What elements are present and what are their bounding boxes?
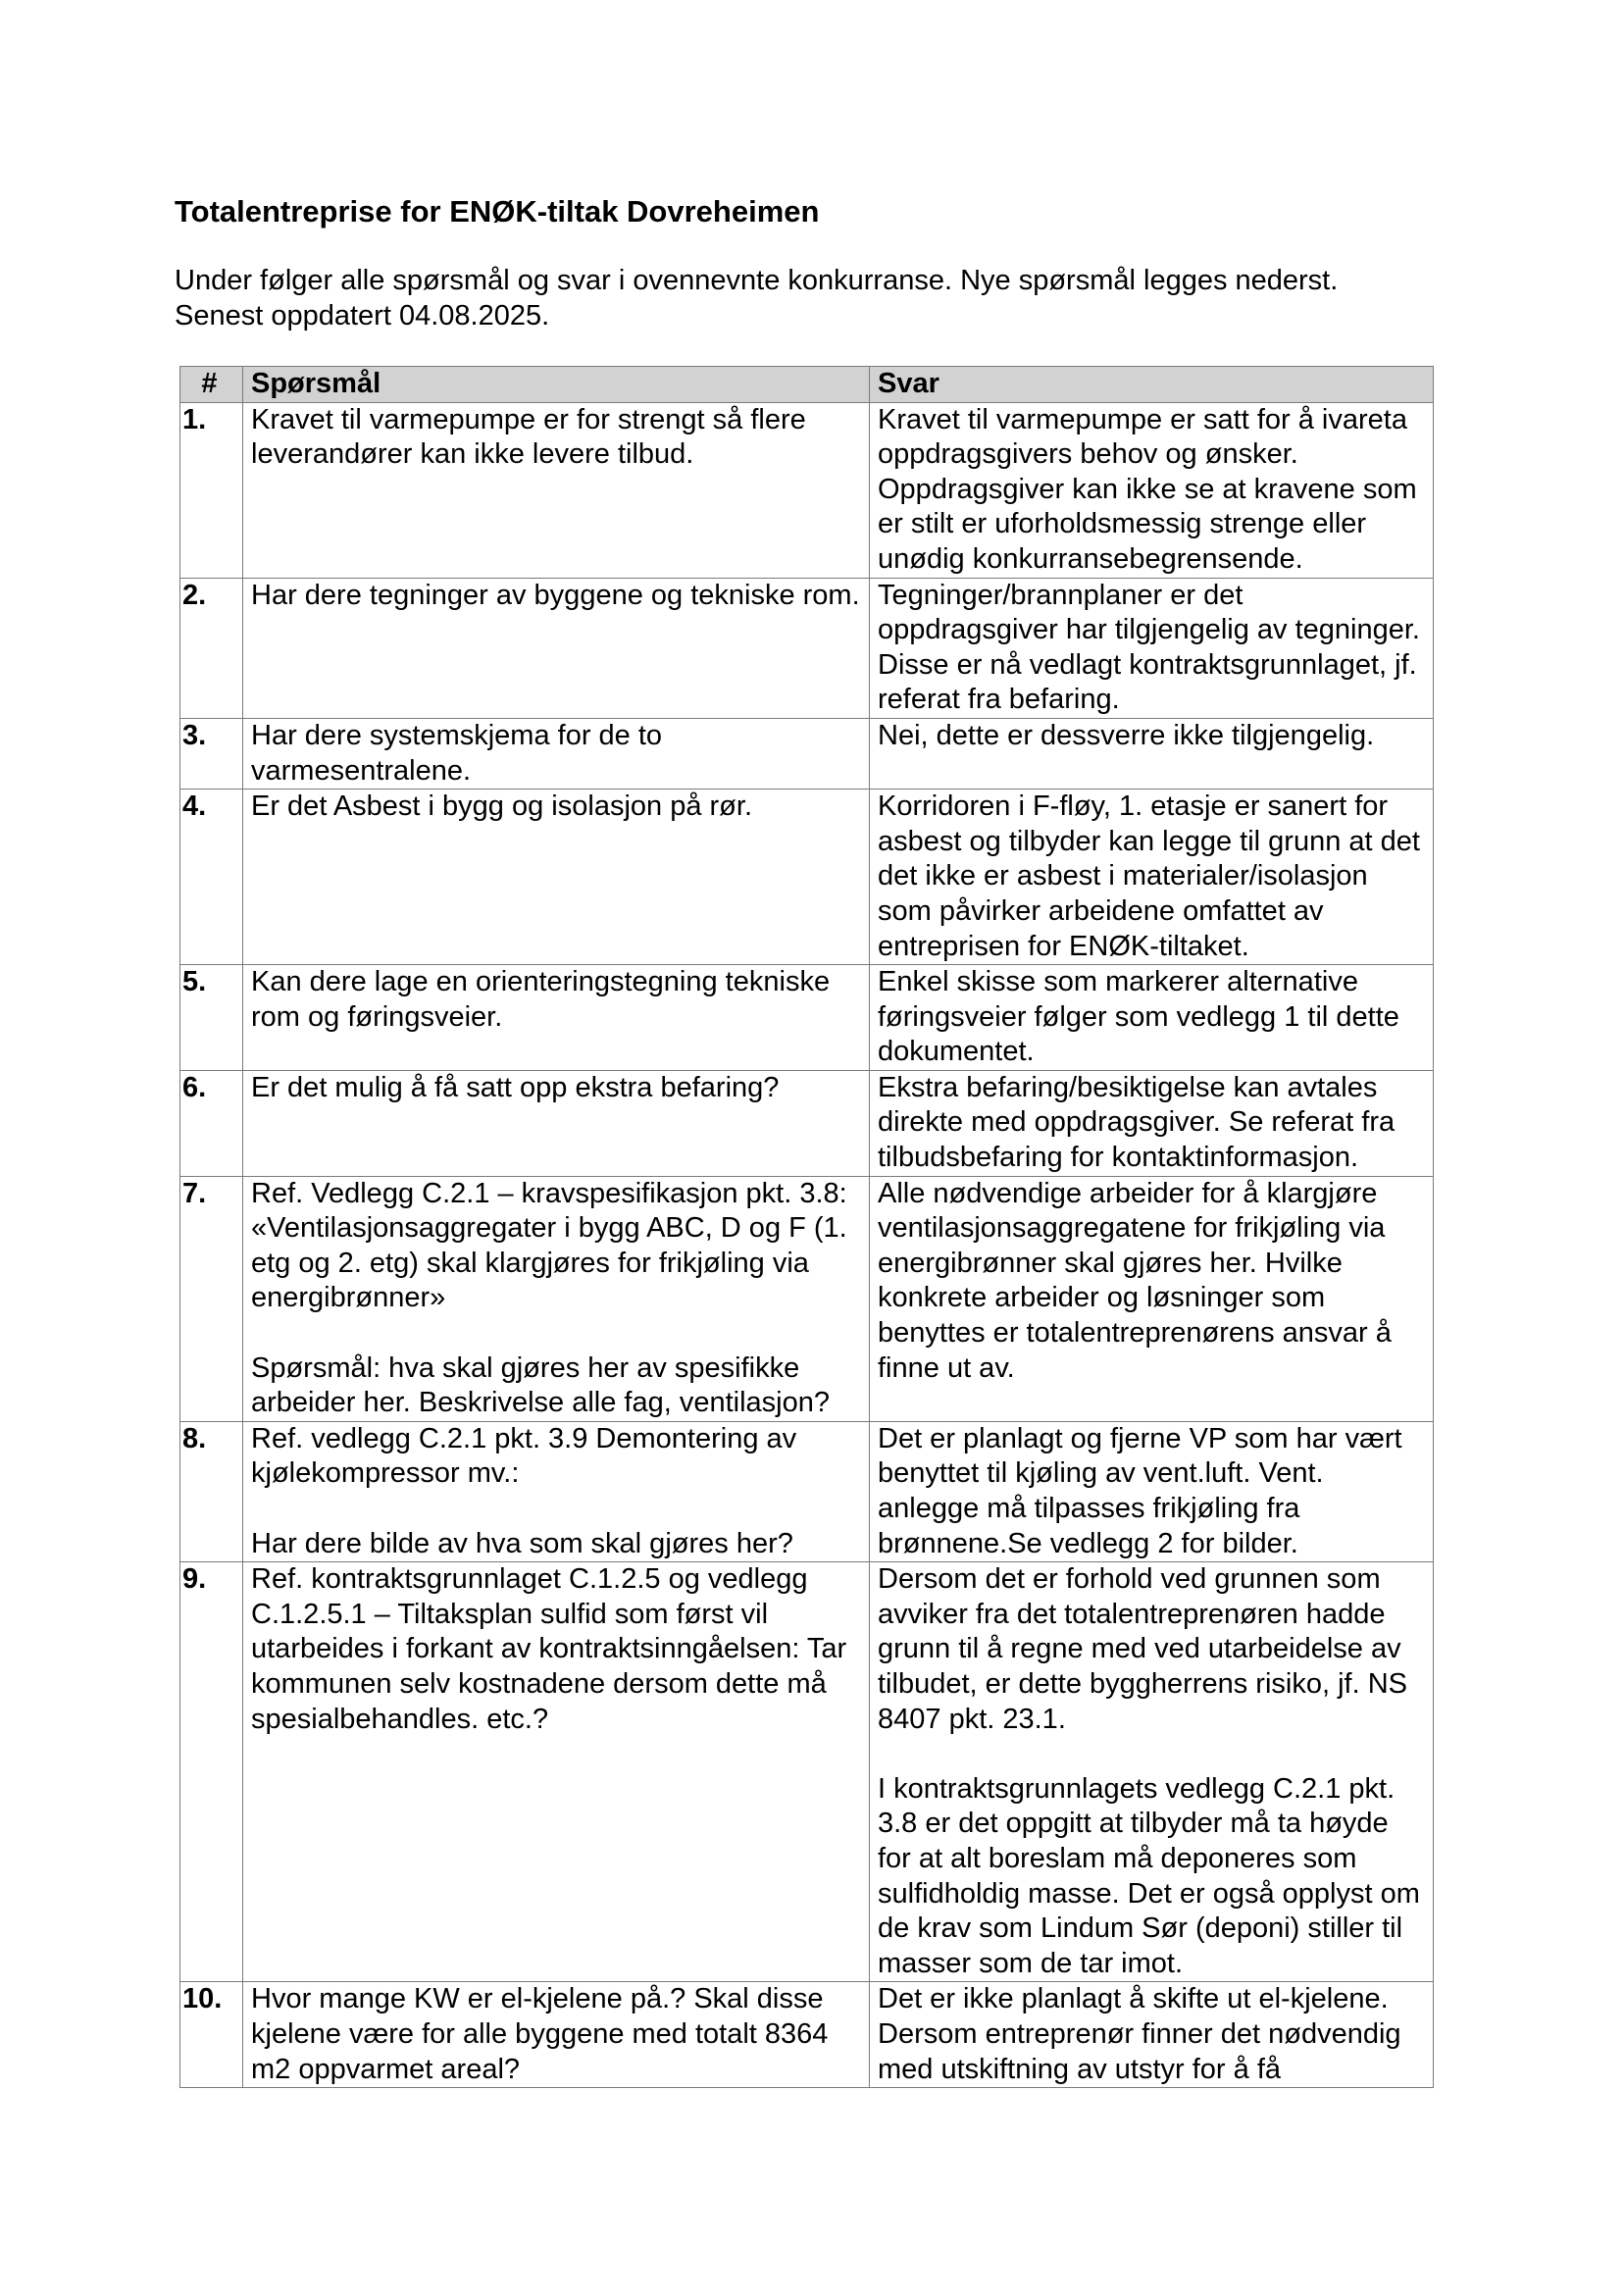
question-text: Kan dere lage en orienteringstegning tekniske rom og føringsveier. <box>251 966 831 1033</box>
question-cell <box>243 578 870 718</box>
question-text: Har dere systemskjema for de to varmesentralene. <box>251 719 663 787</box>
row-number: 7. <box>180 1176 243 1421</box>
intro-line: Under følger alle spørsmål og svar i ovennevnte konkurranse. Nye spørsmål legges nederst. <box>175 265 1339 296</box>
answer-text: Det er ikke planlagt å skifte ut el-kjelene. Dersom entreprenør finner det nødvendig med utskiftning av utstyr for å få <box>878 1983 1401 2085</box>
answer-cell <box>870 402 1434 578</box>
question-text: Ref. vedlegg C.2.1 pkt. 3.9 Demontering av kjølekompressor mv.: <box>251 1422 797 1490</box>
qa-table <box>179 366 1434 2088</box>
row-number: 6. <box>180 1070 243 1176</box>
answer-cell <box>870 1176 1434 1421</box>
question-cell <box>243 965 870 1071</box>
table-body <box>180 402 1434 2088</box>
table-row <box>180 402 1434 578</box>
answer-text: Korridoren i F-fløy, 1. etasje er sanert for asbest og tilbyder kan legge til grunn at det det ikke er asbest i materialer/isolasjon som påvirker arbeidene omfattet av entreprisen for ENØK-tiltaket. <box>878 790 1420 962</box>
question-cell <box>243 1176 870 1421</box>
answer-text: Enkel skisse som markerer alternative føringsveier følger som vedlegg 1 til dette dokumentet. <box>878 966 1399 1068</box>
table-header-row <box>180 367 1434 403</box>
answer-cell <box>870 790 1434 965</box>
table-row <box>180 718 1434 789</box>
header-answer: Svar <box>870 367 1434 403</box>
header-number: # <box>180 367 243 403</box>
question-text: Er det Asbest i bygg og isolasjon på rør. <box>251 790 752 823</box>
table-row <box>180 965 1434 1071</box>
question-text: Hvor mange KW er el-kjelene på.? Skal disse kjelene være for alle byggene med totalt 8364 m2 oppvarmet areal? <box>251 1983 829 2085</box>
updated-date-line: Senest oppdatert 04.08.2025. <box>175 300 550 331</box>
row-number: 5. <box>180 965 243 1071</box>
answer-cell <box>870 1421 1434 1561</box>
question-text: Ref. Vedlegg C.2.1 – kravspesifikasjon pkt. 3.8: «Ventilasjonsaggregater i bygg ABC, D og F (1. etg og 2. etg) skal klargjøres for frikjøling via energibrønner» <box>251 1177 847 1314</box>
question-cell <box>243 1070 870 1176</box>
table-row <box>180 1070 1434 1176</box>
row-number: 2. <box>180 578 243 718</box>
row-number: 3. <box>180 718 243 789</box>
row-number: 8. <box>180 1421 243 1561</box>
answer-cell <box>870 1982 1434 2088</box>
answer-cell <box>870 1562 1434 1982</box>
question-text: Kravet til varmepumpe er for strengt så flere leverandører kan ikke levere tilbud. <box>251 403 806 471</box>
answer-cell <box>870 965 1434 1071</box>
question-text: Har dere tegninger av byggene og tekniske rom. <box>251 579 860 611</box>
intro-text <box>175 263 1338 333</box>
question-text: Er det mulig å få satt opp ekstra befaring? <box>251 1071 780 1103</box>
question-cell <box>243 1421 870 1561</box>
answer-cell <box>870 1070 1434 1176</box>
answer-text: I kontraktsgrunnlagets vedlegg C.2.1 pkt. 3.8 er det oppgitt at tilbyder må ta høyde for at alt boreslam må deponeres som sulfidholdig masse. Det er også opplyst om de krav som Lindum Sør (deponi) stiller til masser som de tar imot. <box>878 1772 1420 1979</box>
table-row <box>180 1421 1434 1561</box>
answer-text: Alle nødvendige arbeider for å klargjøre ventilasjonsaggregatene for frikjøling via energibrønner skal gjøres her. Hvilke konkrete arbeider og løsninger som benyttes er totalentreprenørens ansvar å finne ut av. <box>878 1177 1392 1384</box>
answer-text: Tegninger/brannplaner er det oppdragsgiver har tilgjengelig av tegninger. Disse er nå vedlagt kontraktsgrunnlaget, jf. referat fra befaring. <box>878 579 1420 716</box>
question-text: Spørsmål: hva skal gjøres her av spesifikke arbeider her. Beskrivelse alle fag, ventilasjon? <box>251 1351 830 1419</box>
question-cell <box>243 1562 870 1982</box>
table-row <box>180 1562 1434 1982</box>
table-row <box>180 1176 1434 1421</box>
row-number: 10. <box>180 1982 243 2088</box>
question-text: Har dere bilde av hva som skal gjøres her? <box>251 1527 793 1559</box>
header-question: Spørsmål <box>243 367 870 403</box>
answer-text: Nei, dette er dessverre ikke tilgjengelig. <box>878 719 1375 751</box>
row-number: 4. <box>180 790 243 965</box>
question-text: Ref. kontraktsgrunnlaget C.1.2.5 og vedlegg C.1.2.5.1 – Tiltaksplan sulfid som først vil utarbeides i forkant av kontraktsinngåelsen: Tar kommunen selv kostnadene dersom dette må spesialbehandles. etc.? <box>251 1563 847 1735</box>
question-cell <box>243 790 870 965</box>
question-cell <box>243 402 870 578</box>
answer-text: Det er planlagt og fjerne VP som har vært benyttet til kjøling av vent.luft. Vent. anlegge må tilpasses frikjøling fra brønnene.Se vedlegg 2 for bilder. <box>878 1422 1402 1559</box>
row-number: 9. <box>180 1562 243 1982</box>
answer-text: Kravet til varmepumpe er satt for å ivareta oppdragsgivers behov og ønsker. Oppdragsgiver kan ikke se at kravene som er stilt er uforholdsmessig strenge eller unødig konkurransebegrensende. <box>878 403 1417 575</box>
table-row <box>180 790 1434 965</box>
answer-text: Ekstra befaring/besiktigelse kan avtales direkte med oppdragsgiver. Se referat fra tilbudsbefaring for kontaktinformasjon. <box>878 1071 1396 1174</box>
answer-cell <box>870 718 1434 789</box>
row-number: 1. <box>180 402 243 578</box>
question-cell <box>243 1982 870 2088</box>
document-title: Totalentreprise for ENØK-tiltak Dovreheimen <box>175 194 820 229</box>
answer-text: Dersom det er forhold ved grunnen som avviker fra det totalentreprenøren hadde grunn til å regne med ved utarbeidelse av tilbudet, er dette byggherrens risiko, jf. NS 8407 pkt. 23.1. <box>878 1563 1407 1735</box>
table-row <box>180 1982 1434 2088</box>
question-cell <box>243 718 870 789</box>
answer-cell <box>870 578 1434 718</box>
table-row <box>180 578 1434 718</box>
